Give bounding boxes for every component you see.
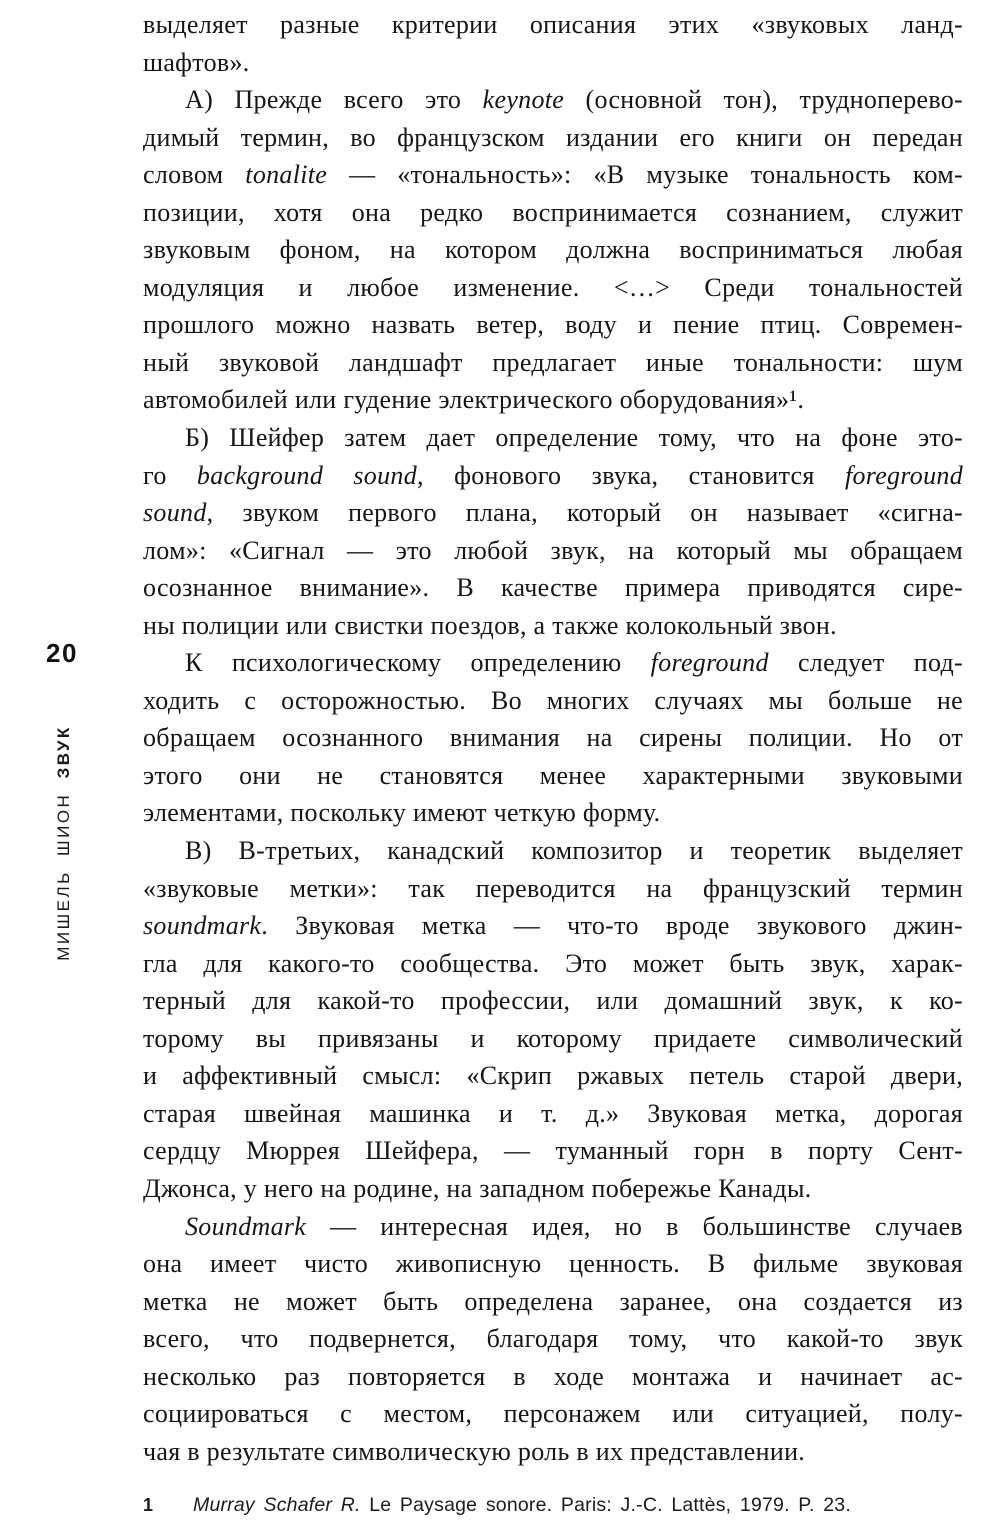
text-line <box>143 1320 963 1358</box>
text-segment: го <box>143 460 197 490</box>
text-segment: осознанное внимание». В качестве примера приводятся сире- <box>143 573 963 603</box>
text-line <box>143 344 963 382</box>
italic-text: background sound <box>196 460 418 490</box>
text-segment: димый термин, во французском издании его книги он передан <box>143 122 963 152</box>
text-line <box>143 945 963 983</box>
text-segment: Б) Шейфер затем дает определение тому, что на фоне это- <box>185 423 963 453</box>
text-segment: гла для какого-то сообщества. Это может быть звук, харак- <box>143 948 963 978</box>
text-line <box>143 794 963 832</box>
text-line <box>143 381 963 419</box>
text-segment: она имеет чисто живописную ценность. В фильме звуковая <box>143 1249 963 1279</box>
text-line <box>143 1283 963 1321</box>
italic-text: tonalite <box>245 160 328 190</box>
text-segment: А) Прежде всего это <box>185 85 483 115</box>
spine-text <box>54 725 74 961</box>
italic-text: keynote <box>482 85 565 115</box>
text-line <box>143 119 963 157</box>
text-line <box>143 907 963 945</box>
text-line <box>143 569 963 607</box>
text-line <box>143 44 963 82</box>
text-segment: социироваться с местом, персонажем или ситуацией, полу- <box>143 1399 963 1429</box>
text-segment: ный звуковой ландшафт предлагает иные тональности: шум <box>143 347 963 377</box>
italic-text: sound <box>143 498 207 528</box>
text-line <box>143 719 963 757</box>
paragraph <box>143 1208 963 1471</box>
text-line <box>143 419 963 457</box>
text-segment: К психологическому определению <box>185 648 651 678</box>
footnote <box>143 1493 963 1517</box>
text-line <box>143 532 963 570</box>
text-line <box>143 757 963 795</box>
text-segment: старая швейная машинка и т. д.» Звуковая метка, дорогая <box>143 1098 963 1128</box>
text-line <box>143 1433 963 1471</box>
text-segment: элементами, поскольку имеют четкую форму. <box>143 798 661 828</box>
text-line <box>143 607 963 645</box>
text-segment: этого они не становятся менее характерными звуковыми <box>143 760 963 790</box>
text-segment: позиции, хотя она редко воспринимается сознанием, служит <box>143 197 963 227</box>
text-line <box>143 494 963 532</box>
text-line <box>143 1358 963 1396</box>
text-line <box>143 1208 963 1246</box>
text-line <box>143 1245 963 1283</box>
text-segment: метка не может быть определена заранее, она создается из <box>143 1286 963 1316</box>
text-line <box>143 982 963 1020</box>
text-segment: «звуковые метки»: так переводится на французский термин <box>143 873 963 903</box>
text-segment: прошлого можно назвать ветер, воду и пение птиц. Современ- <box>143 310 963 340</box>
text-line <box>143 306 963 344</box>
text-segment: обращаем осознанного внимания на сирены полиции. Но от <box>143 723 963 753</box>
text-segment: , фонового звука, становится <box>417 460 845 490</box>
text-segment: звуковым фоном, на котором должна восприниматься любая <box>143 235 963 265</box>
text-line <box>143 1020 963 1058</box>
text-line <box>143 6 963 44</box>
text-segment: В) В-третьих, канадский композитор и теоретик выделяет <box>185 836 963 866</box>
text-line <box>143 1170 963 1208</box>
text-line <box>143 682 963 720</box>
text-line <box>143 81 963 119</box>
text-line <box>143 644 963 682</box>
text-segment: словом <box>143 160 246 190</box>
text-segment: модуляция и любое изменение. <…> Среди тональностей <box>143 272 963 302</box>
text-segment: , звуком первого плана, который он называет «сигна- <box>206 498 963 528</box>
text-line <box>143 1395 963 1433</box>
text-segment: — интересная идея, но в большинстве случаев <box>306 1211 963 1241</box>
text-segment: чая в результате символическую роль в их представлении. <box>143 1436 806 1466</box>
italic-text: foreground <box>650 648 769 678</box>
footnote-marker: 1 <box>143 1495 154 1515</box>
text-block <box>143 6 963 1470</box>
text-line <box>143 870 963 908</box>
text-segment: лом»: «Сигнал — это любой звук, на который мы обращаем <box>143 535 963 565</box>
text-segment: — «тональность»: «В музыке тональность ком- <box>327 160 963 190</box>
text-line <box>143 231 963 269</box>
text-segment: терный для какой-то профессии, или домашний звук, к ко- <box>143 986 963 1016</box>
text-line <box>143 156 963 194</box>
footnote-text <box>193 1493 963 1517</box>
text-segment: торому вы привязаны и которому придаете символический <box>143 1023 963 1053</box>
text-segment: Джонса, у него на родине, на западном побережье Канады. <box>143 1173 812 1203</box>
italic-text: foreground <box>844 460 964 490</box>
text-segment: автомобилей или гудение электрического оборудования»¹. <box>143 385 805 415</box>
text-segment: следует под- <box>768 648 964 678</box>
spine-book-title: ЗВУК <box>54 725 73 779</box>
text-segment: Le Paysage sonore. Paris: J.-C. Lattès, 1979. P. 23. <box>360 1494 851 1516</box>
spine-author: МИШЕЛЬ ШИОН <box>54 792 73 961</box>
text-segment: сердцу Мюррея Шейфера, — туманный горн в порту Сент- <box>143 1136 963 1166</box>
text-line <box>143 1057 963 1095</box>
text-segment: шафтов». <box>143 47 250 77</box>
paragraph <box>143 6 963 81</box>
text-segment: и аффективный смысл: «Скрип ржавых петель старой двери, <box>143 1061 963 1091</box>
text-line <box>143 457 963 495</box>
paragraph <box>143 644 963 832</box>
text-segment: всего, что подвернется, благодаря тому, что какой-то звук <box>143 1324 963 1354</box>
text-segment: (основной тон), трудноперево- <box>564 85 963 115</box>
text-segment: несколько раз повторяется в ходе монтажа и начинает ас- <box>143 1361 963 1391</box>
text-line <box>143 1095 963 1133</box>
paragraph <box>143 81 963 419</box>
text-line <box>143 269 963 307</box>
text-segment: . Звуковая метка — что-то вроде звукового джин- <box>261 911 963 941</box>
text-segment: выделяет разные критерии описания этих «звуковых ланд- <box>143 10 963 39</box>
text-segment: ходить с осторожностью. Во многих случаях мы больше не <box>143 685 963 715</box>
text-segment: ны полиции или свистки поездов, а также колокольный звон. <box>143 610 837 640</box>
text-line <box>143 194 963 232</box>
page-number: 20 <box>46 638 78 668</box>
italic-text: Murray Schafer R. <box>193 1494 361 1516</box>
text-line <box>143 832 963 870</box>
italic-text: soundmark <box>143 911 262 941</box>
paragraph <box>143 419 963 644</box>
paragraph <box>143 832 963 1207</box>
italic-text: Soundmark <box>185 1211 307 1241</box>
text-line <box>143 1132 963 1170</box>
